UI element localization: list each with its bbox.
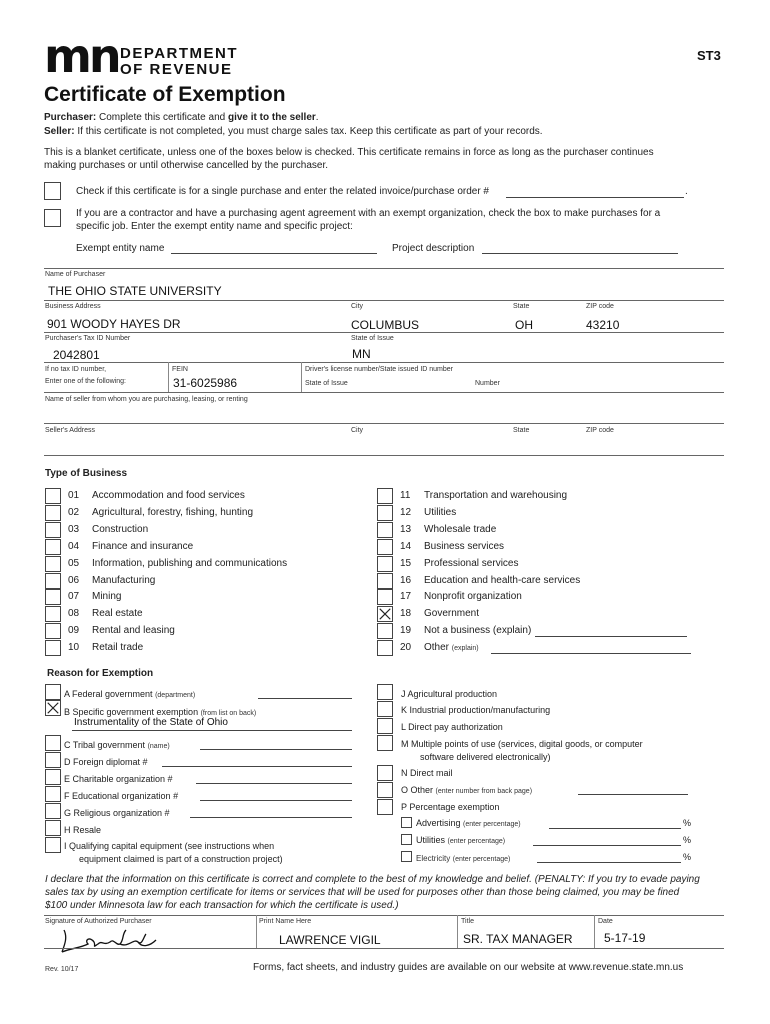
dl-state-label: State of Issue <box>305 380 348 387</box>
divider <box>44 392 724 393</box>
dl-number-label: Number <box>475 380 500 387</box>
reason-d-checkbox[interactable] <box>45 752 61 768</box>
project-description-label: Project description <box>392 243 475 254</box>
business-label-text: Nonprofit organization <box>424 591 522 603</box>
utilities-note: (enter percentage) <box>447 838 506 845</box>
business-19-explain-line[interactable] <box>535 636 687 637</box>
reason-e-line[interactable] <box>196 783 352 784</box>
single-purchase-checkbox[interactable] <box>44 182 61 200</box>
business-label <box>92 625 175 636</box>
business-label <box>92 558 287 569</box>
divider <box>168 362 169 392</box>
seller-state-label: State <box>513 427 530 434</box>
seller-name-label: Name of seller from whom you are purchasing, leasing, or renting <box>45 396 248 403</box>
reason-j-checkbox[interactable] <box>377 684 393 700</box>
reason-b-value[interactable]: Instrumentality of the State of Ohio <box>74 717 228 728</box>
divider <box>44 300 724 301</box>
reason-k-checkbox[interactable] <box>377 701 393 717</box>
reason-m-checkbox[interactable] <box>377 735 393 751</box>
business-label-text: Professional services <box>424 557 519 569</box>
business-code: 18 <box>400 608 412 620</box>
state-value[interactable]: OH <box>515 318 533 332</box>
seller-zip-label: ZIP code <box>586 427 614 434</box>
business-label-text: Business services <box>424 540 505 552</box>
reason-i-checkbox[interactable] <box>45 837 61 853</box>
city-label: City <box>351 303 364 310</box>
type-of-business-heading: Type of Business <box>45 468 128 479</box>
seller-text: If this certificate is not completed, you must charge sales tax. Keep this certificate as part of your records. <box>74 126 543 137</box>
business-16-checkbox[interactable] <box>377 573 393 589</box>
business-code: 08 <box>68 608 80 620</box>
business-label-text: Mining <box>92 591 122 603</box>
footer-note: Forms, fact sheets, and industry guides are available on our website at www.revenue.state.mn.us <box>253 962 684 973</box>
project-description-line[interactable] <box>482 253 678 254</box>
business-code: 04 <box>68 540 80 552</box>
business-code: 16 <box>400 574 412 586</box>
single-purchase-label: Check if this certificate is for a single purchase and enter the related invoice/purchase order # <box>76 186 489 197</box>
divider <box>44 423 724 424</box>
business-05-checkbox[interactable] <box>45 556 61 572</box>
revision-label: Rev. 10/17 <box>45 966 79 973</box>
tax-id-label: Purchaser's Tax ID Number <box>45 335 131 342</box>
divider <box>594 915 595 948</box>
signature-label: Signature of Authorized Purchaser <box>45 918 152 925</box>
business-label-text: Finance and insurance <box>92 540 194 552</box>
reason-c-line[interactable] <box>200 749 352 750</box>
divider <box>44 332 724 333</box>
state-of-issue-label: State of Issue <box>351 335 394 342</box>
business-label-text: Accommodation and food services <box>92 490 245 501</box>
date-label: Date <box>598 918 613 925</box>
business-code: 01 <box>68 490 80 501</box>
reason-o-text: O Other <box>401 785 434 795</box>
business-label-text: Real estate <box>92 608 143 620</box>
reason-c-checkbox[interactable] <box>45 735 61 751</box>
zip-value[interactable]: 43210 <box>586 318 620 332</box>
business-label-text: Agricultural, forestry, fishing, hunting <box>92 506 254 518</box>
divider <box>44 268 724 269</box>
business-label <box>424 642 479 653</box>
business-label <box>424 541 504 552</box>
business-code: 10 <box>68 642 80 654</box>
reason-g-checkbox[interactable] <box>45 803 61 819</box>
electricity-label <box>416 853 510 863</box>
drivers-license-label: Driver's license number/State issued ID number <box>305 366 454 373</box>
business-address-label: Business Address <box>45 303 101 310</box>
business-label-text: Education and health-care services <box>424 574 581 586</box>
business-label <box>92 490 245 501</box>
business-label-text: Utilities <box>424 506 457 518</box>
reason-o-line[interactable] <box>578 794 688 795</box>
tax-id-value[interactable]: 2042801 <box>53 348 100 362</box>
reason-h-checkbox[interactable] <box>45 820 61 836</box>
advertising-note: (enter percentage) <box>463 821 521 828</box>
business-code: 19 <box>400 625 412 637</box>
declaration-line1: I declare that the information on this certificate is correct and complete to the best of my knowledge and belief. (PENALTY: If you try to evade paying <box>45 874 700 885</box>
business-label-text: Government <box>424 608 480 620</box>
reason-a-line[interactable] <box>258 698 352 699</box>
reason-o-label <box>401 785 532 795</box>
invoice-period: . <box>685 186 688 197</box>
reason-a-checkbox[interactable] <box>45 684 61 700</box>
advertising-line[interactable] <box>549 828 681 829</box>
business-label-text: Transportation and warehousing <box>424 490 568 501</box>
business-label <box>424 625 531 636</box>
business-10-checkbox[interactable] <box>45 640 61 656</box>
business-code: 09 <box>68 625 80 637</box>
utilities-label <box>416 835 505 845</box>
reason-l-checkbox[interactable] <box>377 718 393 734</box>
business-label <box>424 591 522 602</box>
purchaser-text-a: Complete this certificate and <box>96 112 228 123</box>
business-code: 13 <box>400 523 412 535</box>
business-label-text: Manufacturing <box>92 574 156 586</box>
business-label <box>92 524 148 535</box>
business-06-checkbox[interactable] <box>45 573 61 589</box>
electricity-text: Electricity <box>416 854 451 863</box>
logo-mark: mn <box>44 29 119 83</box>
reason-j-label: J Agricultural production <box>401 689 498 699</box>
reason-a-note: (department) <box>155 692 196 699</box>
divider <box>256 915 257 948</box>
electricity-pct: % <box>683 852 692 862</box>
reason-n-label: N Direct mail <box>401 768 453 778</box>
reason-o-note: (enter number from back page) <box>435 788 533 795</box>
reason-a-text: A Federal government <box>64 689 153 699</box>
no-tax-id-label: If no tax ID number, <box>45 366 107 373</box>
reason-m-label-line1: M Multiple points of use (services, digital goods, or computer <box>401 739 643 749</box>
purchaser-text-b: . <box>315 112 319 123</box>
business-label <box>92 575 155 586</box>
business-20-explain-line[interactable] <box>491 653 691 654</box>
advertising-checkbox[interactable] <box>401 817 412 828</box>
contractor-label-line1: If you are a contractor and have a purchasing agent agreement with an exempt organization, check the box to make purchases for a <box>76 208 661 219</box>
divider <box>44 948 724 949</box>
advertising-pct: % <box>683 818 692 828</box>
reason-d-label: D Foreign diplomat # <box>64 757 148 767</box>
exempt-entity-label: Exempt entity name <box>76 243 165 254</box>
utilities-text: Utilities <box>416 835 446 845</box>
business-13-checkbox[interactable] <box>377 522 393 538</box>
reason-f-line[interactable] <box>200 800 352 801</box>
electricity-line[interactable] <box>537 862 681 863</box>
utilities-checkbox[interactable] <box>401 834 412 845</box>
divider <box>301 362 302 392</box>
check-x-icon <box>378 607 392 621</box>
business-address-value[interactable]: 901 WOODY HAYES DR <box>47 317 181 331</box>
purchaser-name-label: Name of Purchaser <box>45 271 106 278</box>
business-label-note: (explain) <box>451 645 479 653</box>
reason-i-label-line1: I Qualifying capital equipment (see instructions when <box>64 841 275 851</box>
reason-e-label: E Charitable organization # <box>64 774 173 784</box>
reason-c-label <box>64 740 170 750</box>
business-label-text: Information, publishing and communications <box>92 557 288 569</box>
utilities-pct: % <box>683 835 692 845</box>
business-20-checkbox[interactable] <box>377 640 393 656</box>
department-name-line2: OF REVENUE <box>120 61 233 78</box>
department-name-line1: DEPARTMENT <box>120 45 239 62</box>
check-x-icon <box>46 701 60 715</box>
seller-instruction <box>44 126 543 137</box>
business-label <box>424 608 479 619</box>
exempt-entity-line[interactable] <box>171 253 377 254</box>
business-label <box>424 575 580 586</box>
business-label <box>92 591 121 602</box>
state-of-issue-value[interactable]: MN <box>352 347 371 361</box>
business-code: 06 <box>68 574 80 586</box>
reason-b-label <box>64 707 256 717</box>
reason-h-label: H Resale <box>64 825 102 835</box>
contractor-label-line2: specific job. Enter the exempt entity name and specific project: <box>76 221 353 232</box>
title-label: Title <box>461 918 474 925</box>
divider <box>457 915 458 948</box>
business-04-checkbox[interactable] <box>45 539 61 555</box>
business-label <box>92 642 143 653</box>
signature-image <box>58 922 158 956</box>
purchaser-label: Purchaser: <box>44 112 97 123</box>
business-09-checkbox[interactable] <box>45 623 61 639</box>
electricity-note: (enter percentage) <box>452 856 511 863</box>
business-label <box>424 524 496 535</box>
reason-c-text: C Tribal government <box>64 740 146 750</box>
business-label-text: Retail trade <box>92 642 144 654</box>
business-17-checkbox[interactable] <box>377 589 393 605</box>
reason-b-text: B Specific government exemption <box>64 707 199 717</box>
business-12-checkbox[interactable] <box>377 505 393 521</box>
business-15-checkbox[interactable] <box>377 556 393 572</box>
reason-b-line[interactable] <box>72 730 352 731</box>
business-label <box>92 608 143 619</box>
reason-b-note: (from list on back) <box>200 710 257 717</box>
reason-k-label: K Industrial production/manufacturing <box>401 705 551 715</box>
business-19-checkbox[interactable] <box>377 623 393 639</box>
business-02-checkbox[interactable] <box>45 505 61 521</box>
purchaser-text-bold: give it to the seller <box>227 112 316 123</box>
business-label-text: Not a business (explain) <box>424 625 532 637</box>
print-name-label: Print Name Here <box>259 918 312 925</box>
business-label-text: Wholesale trade <box>424 523 497 535</box>
form-id: ST3 <box>697 48 721 63</box>
business-14-checkbox[interactable] <box>377 539 393 555</box>
state-label: State <box>513 303 530 310</box>
reason-i-label-line2: equipment claimed is part of a construction project) <box>79 854 283 864</box>
reason-g-line[interactable] <box>190 817 352 818</box>
reason-a-label <box>64 689 195 699</box>
business-label-text: Construction <box>92 523 149 535</box>
business-label <box>424 558 518 569</box>
reason-l-label: L Direct pay authorization <box>401 722 503 732</box>
declaration-line3: $100 under Minnesota law for each transaction for which the certificate is used.) <box>45 900 399 911</box>
business-label-text: Rental and leasing <box>92 625 175 637</box>
electricity-checkbox[interactable] <box>401 851 412 862</box>
city-value[interactable]: COLUMBUS <box>351 318 420 332</box>
business-code: 15 <box>400 557 412 569</box>
business-code: 03 <box>68 523 80 535</box>
business-code: 02 <box>68 506 80 518</box>
reason-e-checkbox[interactable] <box>45 769 61 785</box>
business-label <box>424 507 456 518</box>
seller-label: Seller: <box>44 126 75 137</box>
fein-label: FEIN <box>172 366 188 373</box>
business-07-checkbox[interactable] <box>45 589 61 605</box>
business-03-checkbox[interactable] <box>45 522 61 538</box>
print-name-value[interactable]: LAWRENCE VIGIL <box>279 933 381 947</box>
seller-city-label: City <box>351 427 364 434</box>
reason-o-checkbox[interactable] <box>377 782 393 798</box>
reason-heading: Reason for Exemption <box>47 668 154 679</box>
business-code: 05 <box>68 557 80 569</box>
seller-address-label: Seller's Address <box>45 427 95 434</box>
reason-m-label-line2: software delivered electronically) <box>420 752 551 762</box>
reason-n-checkbox[interactable] <box>377 765 393 781</box>
enter-one-label: Enter one of the following: <box>45 378 126 385</box>
advertising-text: Advertising <box>416 818 461 828</box>
business-label <box>92 507 253 518</box>
contractor-checkbox[interactable] <box>44 209 61 227</box>
business-01-checkbox[interactable] <box>45 488 61 504</box>
business-code: 11 <box>400 490 411 501</box>
title-value[interactable]: SR. TAX MANAGER <box>463 932 573 946</box>
date-value[interactable]: 5-17-19 <box>604 931 646 945</box>
reason-g-label: G Religious organization # <box>64 808 170 818</box>
reason-b-checkbox[interactable] <box>45 700 61 716</box>
business-label <box>92 541 193 552</box>
reason-p-checkbox[interactable] <box>377 799 393 815</box>
advertising-label <box>416 818 521 828</box>
business-08-checkbox[interactable] <box>45 606 61 622</box>
zip-label: ZIP code <box>586 303 614 310</box>
blanket-note-line2: making purchases or until otherwise cancelled by the purchaser. <box>44 160 329 171</box>
reason-c-note: (name) <box>147 743 170 750</box>
fein-value[interactable]: 31-6025986 <box>173 376 238 390</box>
business-label <box>424 490 567 501</box>
business-18-checkbox[interactable] <box>377 606 393 622</box>
business-code: 20 <box>400 642 412 654</box>
page-title: Certificate of Exemption <box>44 83 286 106</box>
reason-f-checkbox[interactable] <box>45 786 61 802</box>
business-code: 14 <box>400 540 412 552</box>
business-code: 12 <box>400 506 412 518</box>
divider <box>44 455 724 456</box>
reason-d-line[interactable] <box>162 766 352 767</box>
reason-p-label: P Percentage exemption <box>401 802 500 812</box>
declaration-line2: sales tax by using an exemption certificate for items or services that will be used for purposes other than those being claimed, you may be fined <box>45 887 680 898</box>
divider <box>44 915 724 916</box>
business-code: 17 <box>400 591 412 603</box>
business-code: 07 <box>68 591 80 603</box>
reason-f-label: F Educational organization # <box>64 791 179 801</box>
business-11-checkbox[interactable] <box>377 488 393 504</box>
purchaser-instruction <box>44 112 319 123</box>
business-label-text: Other <box>424 642 450 654</box>
blanket-note-line1: This is a blanket certificate, unless one of the boxes below is checked. This certificate remains in force as long as the purchaser continues <box>44 147 654 158</box>
utilities-line[interactable] <box>533 845 681 846</box>
divider <box>44 362 724 363</box>
purchaser-name-value[interactable]: THE OHIO STATE UNIVERSITY <box>48 284 222 298</box>
invoice-number-line[interactable] <box>506 197 684 198</box>
